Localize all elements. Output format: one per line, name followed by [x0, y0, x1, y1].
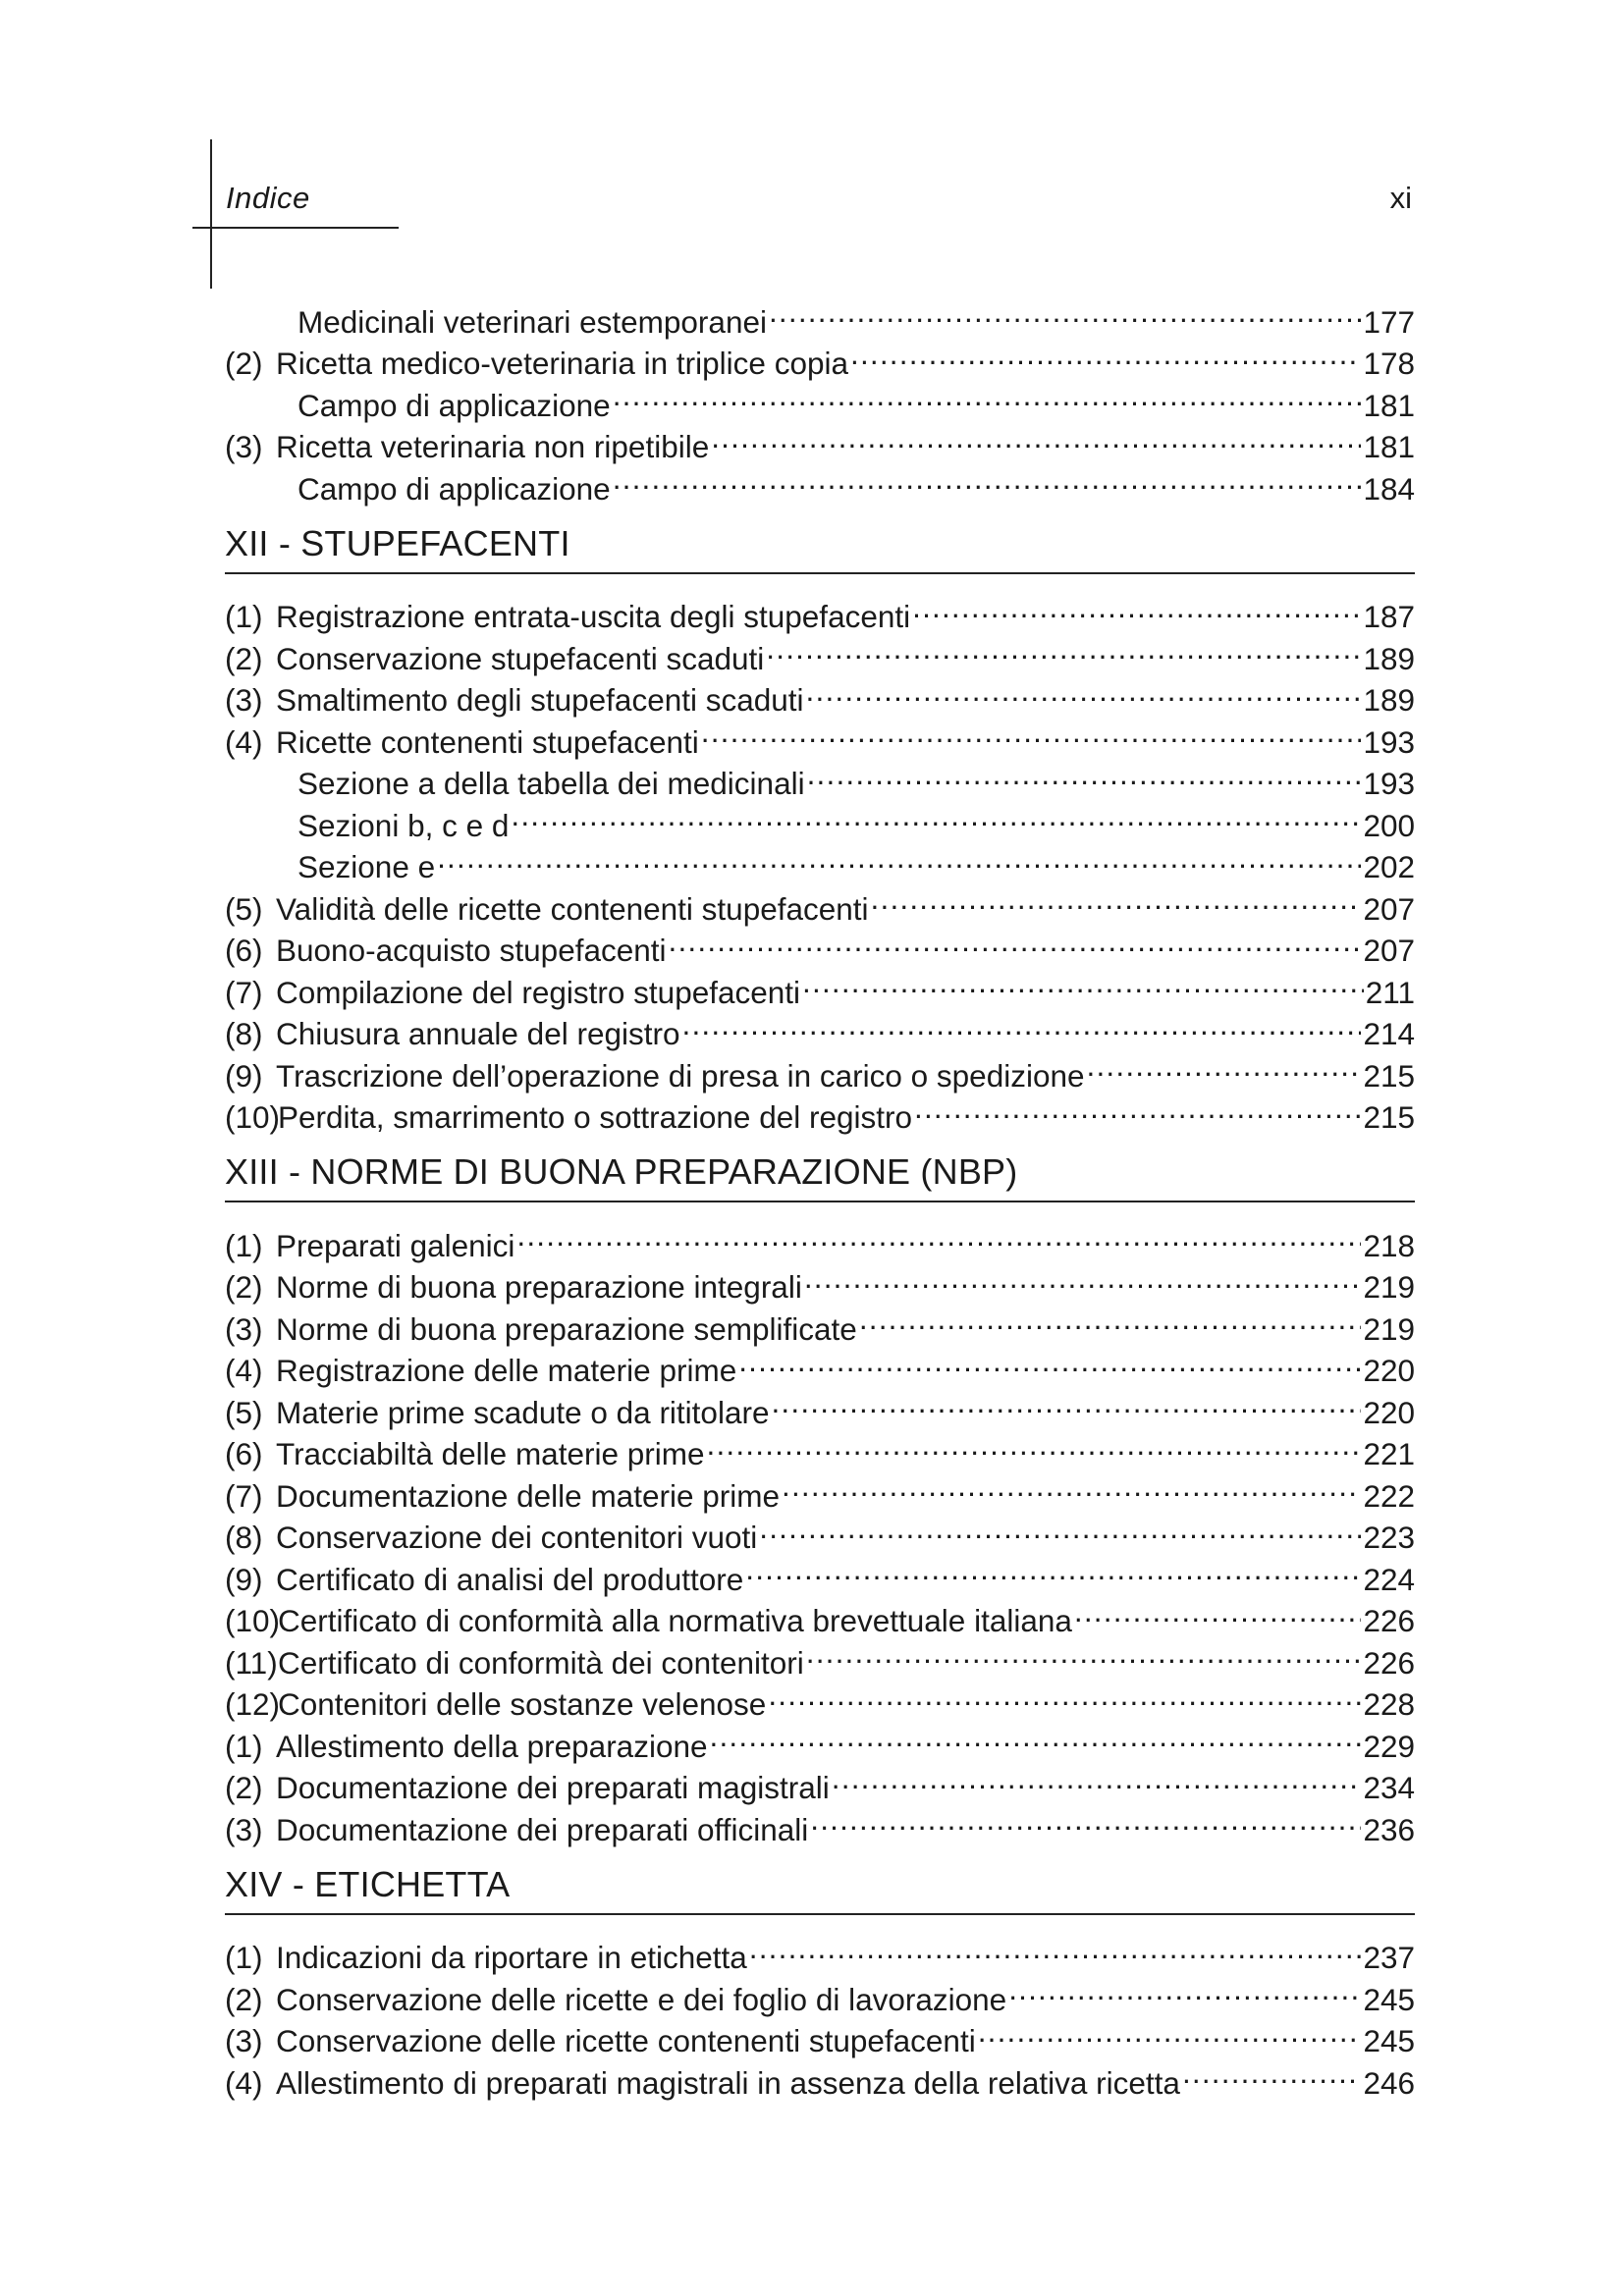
dot-leader	[613, 457, 1362, 500]
entry-number: (8)	[225, 1520, 263, 1555]
entry-title: Certificato di analisi del produttore	[276, 1561, 744, 1597]
entry-title: Certificato di conformità alla normativa brevettuale italiana	[278, 1603, 1072, 1638]
dot-leader	[745, 1548, 1361, 1590]
entry-page-number: 211	[1365, 974, 1415, 1010]
entry-page-number: 189	[1363, 640, 1415, 676]
toc-entry	[225, 1927, 1415, 1975]
table-of-contents	[225, 291, 1415, 2101]
entry-number: (3)	[225, 1811, 263, 1847]
entry-title: Documentazione delle materie prime	[276, 1477, 780, 1514]
entry-number: (4)	[225, 723, 263, 760]
dot-leader	[806, 669, 1362, 712]
entry-number: (2)	[225, 346, 263, 381]
dot-leader	[871, 878, 1362, 920]
dot-leader	[437, 836, 1361, 879]
entry-page-number: 245	[1363, 1981, 1415, 2017]
chapter-heading: XII - STUPEFACENTI	[225, 521, 1415, 574]
toc-subentry	[225, 291, 1415, 340]
entry-number: (1)	[225, 1940, 263, 1975]
entry-title: Sezione e	[298, 849, 436, 884]
entry-page-number: 223	[1363, 1520, 1415, 1555]
dot-leader	[769, 291, 1361, 333]
dot-leader	[1074, 1590, 1362, 1632]
chapter-heading: XIV - ETICHETTA	[225, 1862, 1415, 1915]
entry-title: Medicinali veterinari estemporanei	[298, 303, 767, 340]
entry-title: Contenitori delle sostanze velenose	[278, 1686, 767, 1722]
toc-entry	[225, 1214, 1415, 1263]
entry-title: Registrazione delle materie prime	[276, 1353, 737, 1388]
entry-title: Allestimento della preparazione	[276, 1728, 708, 1764]
page-number: xi	[1389, 181, 1412, 215]
dot-leader	[701, 711, 1362, 753]
entry-title: Norme di buona preparazione integrali	[276, 1269, 802, 1305]
entry-page-number: 214	[1363, 1016, 1415, 1051]
entry-title: Documentazione dei preparati magistrali	[276, 1770, 830, 1805]
entry-page-number: 219	[1363, 1269, 1415, 1305]
entry-number: (2)	[225, 1981, 263, 2017]
entry-page-number: 234	[1363, 1770, 1415, 1805]
entry-title: Smaltimento degli stupefacenti scaduti	[276, 682, 804, 718]
entry-number: (7)	[225, 974, 263, 1010]
entry-title: Ricette contenenti stupefacenti	[276, 723, 699, 760]
entry-title: Indicazioni da riportare in etichetta	[276, 1940, 747, 1975]
running-head: Indice	[226, 181, 310, 215]
entry-page-number: 224	[1363, 1561, 1415, 1597]
entry-page-number: 245	[1363, 2023, 1415, 2058]
entry-number: (9)	[225, 1057, 263, 1094]
dot-leader	[749, 1927, 1362, 1969]
entry-title: Conservazione stupefacenti scaduti	[276, 640, 765, 676]
entry-page-number: 200	[1363, 807, 1415, 843]
dot-leader	[516, 1214, 1361, 1256]
entry-page-number: 178	[1363, 346, 1415, 381]
entry-title: Conservazione delle ricette contenenti stupefacenti	[276, 2023, 976, 2058]
entry-number: (4)	[225, 2064, 263, 2101]
dot-leader	[782, 1465, 1361, 1507]
dot-leader	[912, 586, 1361, 628]
entry-title: Campo di applicazione	[298, 387, 611, 423]
entry-page-number: 219	[1363, 1310, 1415, 1347]
entry-title: Buono-acquisto stupefacenti	[276, 933, 667, 968]
entry-number: (2)	[225, 1269, 263, 1305]
entry-page-number: 221	[1363, 1436, 1415, 1471]
entry-title: Trascrizione dell’operazione di presa in carico o spedizione	[276, 1057, 1085, 1094]
entry-page-number: 229	[1363, 1728, 1415, 1764]
entry-number: (3)	[225, 682, 263, 718]
entry-page-number: 202	[1363, 849, 1415, 884]
dot-leader	[1087, 1044, 1362, 1087]
entry-title: Conservazione delle ricette e dei foglio di lavorazione	[276, 1981, 1007, 2017]
entry-title: Norme di buona preparazione semplificate	[276, 1310, 857, 1347]
dot-leader	[804, 1256, 1362, 1299]
entry-number: (3)	[225, 2023, 263, 2058]
entry-number: (6)	[225, 933, 263, 968]
dot-leader	[1008, 1968, 1361, 2010]
dot-leader	[710, 1715, 1362, 1757]
entry-title: Chiusura annuale del registro	[276, 1016, 680, 1051]
entry-page-number: 193	[1363, 723, 1415, 760]
entry-page-number: 215	[1363, 1057, 1415, 1094]
entry-number: (1)	[225, 1227, 263, 1263]
entry-page-number: 187	[1363, 599, 1415, 634]
chapter-heading: XIII - NORME DI BUONA PREPARAZIONE (NBP)	[225, 1149, 1415, 1202]
entry-number: (9)	[225, 1561, 263, 1597]
entry-number: (5)	[225, 890, 263, 927]
entry-page-number: 220	[1363, 1394, 1415, 1430]
entry-title: Sezione a della tabella dei medicinali	[298, 766, 805, 801]
entry-title: Preparati galenici	[276, 1227, 515, 1263]
entry-title: Documentazione dei preparati officinali	[276, 1811, 809, 1847]
entry-number: (3)	[225, 1310, 263, 1347]
entry-title: Compilazione del registro stupefacenti	[276, 974, 801, 1010]
entry-title: Perdita, smarrimento o sottrazione del registro	[278, 1099, 913, 1135]
entry-title: Conservazione dei contenitori vuoti	[276, 1520, 758, 1555]
entry-number: (10)	[225, 1099, 281, 1135]
entry-page-number: 236	[1363, 1811, 1415, 1847]
entry-page-number: 193	[1363, 766, 1415, 801]
entry-page-number: 184	[1363, 470, 1415, 507]
entry-title: Ricetta medico-veterinaria in triplice copia	[276, 346, 848, 381]
entry-page-number: 207	[1363, 933, 1415, 968]
entry-page-number: 228	[1363, 1686, 1415, 1722]
entry-page-number: 226	[1363, 1603, 1415, 1638]
entry-page-number: 220	[1363, 1353, 1415, 1388]
entry-number: (10)	[225, 1603, 281, 1638]
entry-number: (4)	[225, 1353, 263, 1388]
entry-number: (3)	[225, 429, 263, 464]
entry-title: Certificato di conformità dei contenitori	[278, 1644, 804, 1681]
entry-page-number: 222	[1363, 1477, 1415, 1514]
entry-number: (12)	[225, 1686, 281, 1722]
dot-leader	[978, 2010, 1362, 2053]
dot-leader	[1182, 2052, 1362, 2094]
dot-leader	[738, 1340, 1361, 1382]
crop-mark-vertical	[210, 139, 212, 289]
entry-title: Materie prime scadute o da rititolare	[276, 1394, 770, 1430]
entry-page-number: 246	[1363, 2064, 1415, 2101]
entry-page-number: 181	[1363, 387, 1415, 423]
entry-page-number: 177	[1363, 303, 1415, 340]
entry-number: (2)	[225, 1770, 263, 1805]
dot-leader	[832, 1757, 1362, 1799]
dot-leader	[806, 1631, 1362, 1674]
dot-leader	[613, 374, 1362, 416]
entry-title: Registrazione entrata-uscita degli stupefacenti	[276, 599, 911, 634]
entry-number: (5)	[225, 1394, 263, 1430]
entry-number: (1)	[225, 599, 263, 634]
entry-number: (7)	[225, 1477, 263, 1514]
dot-leader	[771, 1381, 1361, 1423]
entry-number: (1)	[225, 1728, 263, 1764]
entry-page-number: 189	[1363, 682, 1415, 718]
dot-leader	[682, 1003, 1362, 1045]
entry-title: Sezioni b, c e d	[298, 807, 510, 843]
dot-leader	[859, 1298, 1362, 1340]
dot-leader	[810, 1798, 1361, 1841]
dot-leader	[711, 416, 1361, 458]
crop-mark-horizontal	[192, 227, 399, 229]
dot-leader	[850, 333, 1361, 375]
entry-title: Tracciabiltà delle materie prime	[276, 1436, 705, 1471]
dot-leader	[802, 961, 1364, 1003]
entry-title: Ricetta veterinaria non ripetibile	[276, 429, 710, 464]
entry-title: Validità delle ricette contenenti stupefacenti	[276, 890, 869, 927]
entry-page-number: 207	[1363, 890, 1415, 927]
entry-number: (11)	[225, 1644, 278, 1681]
entry-page-number: 237	[1363, 1940, 1415, 1975]
dot-leader	[759, 1507, 1361, 1549]
toc-entry	[225, 586, 1415, 634]
entry-number: (2)	[225, 640, 263, 676]
dot-leader	[914, 1087, 1361, 1129]
entry-number: (6)	[225, 1436, 263, 1471]
entry-title: Allestimento di preparati magistrali in assenza della relativa ricetta	[276, 2064, 1180, 2101]
dot-leader	[766, 627, 1361, 669]
entry-page-number: 215	[1363, 1099, 1415, 1135]
entry-title: Campo di applicazione	[298, 470, 611, 507]
entry-page-number: 181	[1363, 429, 1415, 464]
dot-leader	[768, 1674, 1361, 1716]
entry-page-number: 218	[1363, 1227, 1415, 1263]
dot-leader	[807, 753, 1362, 795]
entry-number: (8)	[225, 1016, 263, 1051]
dot-leader	[511, 794, 1361, 836]
entry-page-number: 226	[1363, 1644, 1415, 1681]
dot-leader	[707, 1423, 1362, 1466]
dot-leader	[669, 920, 1362, 962]
